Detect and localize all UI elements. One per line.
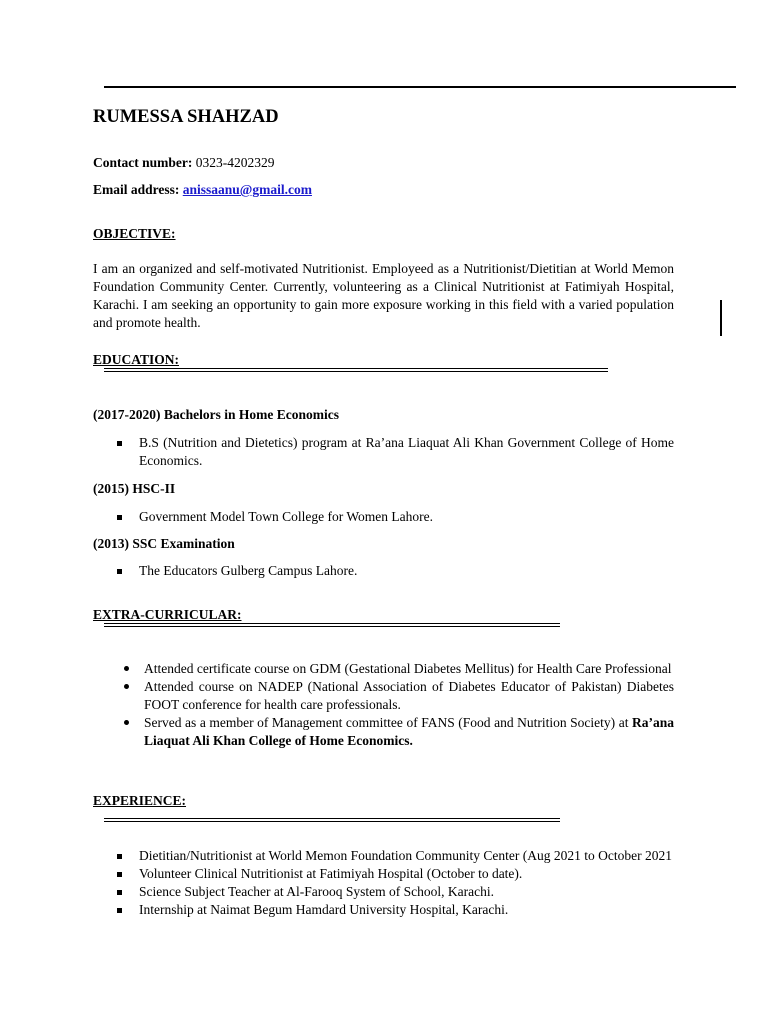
square-bullet-icon [117,872,122,877]
list-item [93,883,674,901]
list-item [93,865,674,883]
objective-heading: OBJECTIVE: [93,226,176,241]
education-entry-detail: Government Model Town College for Women Lahore. [139,509,434,524]
square-bullet-icon [117,515,122,520]
square-bullet-icon [117,569,122,574]
extracurricular-item: Attended certificate course on GDM (Gestational Diabetes Mellitus) for Health Care Professional [144,661,672,676]
round-bullet-icon [124,666,129,671]
email-label: Email address: [93,182,180,197]
experience-item: Internship at Naimat Begum Hamdard University Hospital, Karachi. [139,902,509,917]
education-heading: EDUCATION: [93,352,180,367]
education-double-rule [104,368,608,372]
education-entry-title: (2015) HSC-II [93,481,176,496]
extracurricular-item: Served as a member of Management committee of FANS (Food and Nutrition Society) at [144,715,632,730]
list-item [93,434,674,470]
college-name-bold: Ra’ana Liaquat Ali Khan College of Home Economics. [144,715,674,748]
square-bullet-icon [117,908,122,913]
square-bullet-icon [117,854,122,859]
round-bullet-icon [124,720,129,725]
email-link[interactable]: anissaanu@gmail.com [182,182,312,197]
round-bullet-icon [124,684,129,689]
education-entry-list [93,562,674,580]
experience-item: Volunteer Clinical Nutritionist at Fatimiyah Hospital (October to date). [139,866,523,881]
list-item [93,678,674,714]
list-item [93,847,674,865]
top-horizontal-rule [104,86,736,88]
objective-text: I am an organized and self-motivated Nutritionist. Employeed as a Nutritionist/Dietitian at World Memon Foundation Community Center. Currently, volunteering as a Clinical Nutritionist at Fatimiyah Hospital, Karachi. I am seeking an opportunity to gain more exposure working in this field with a varied population and promote health. [93,261,674,330]
experience-double-rule [104,818,560,822]
square-bullet-icon [117,890,122,895]
education-entry-list [93,434,674,470]
contact-line [93,154,275,172]
email-line [93,181,312,199]
candidate-name: RUMESSA SHAHZAD [93,107,279,127]
list-item [93,660,674,678]
list-item [93,562,674,580]
extracurricular-double-rule [104,623,560,627]
list-item [93,508,674,526]
extracurricular-item: Attended course on NADEP (National Association of Diabetes Educator of Pakistan) Diabetes FOOT conference for health care professionals. [144,679,674,712]
education-entry-title: (2017-2020) Bachelors in Home Economics [93,407,339,422]
experience-item: Science Subject Teacher at Al-Farooq System of School, Karachi. [139,884,494,899]
contact-label: Contact number: [93,155,193,170]
education-entry-list [93,508,674,526]
experience-heading: EXPERIENCE: [93,793,187,808]
education-entry-detail: B.S (Nutrition and Dietetics) program at Ra’ana Liaquat Ali Khan Government College of Home Economics. [139,435,674,468]
experience-item: Dietitian/Nutritionist at World Memon Foundation Community Center (Aug 2021 to October 2021 [139,848,672,863]
contact-number: 0323-4202329 [192,155,275,170]
list-item [93,714,674,750]
extracurricular-list [93,660,674,750]
education-entry-title: (2013) SSC Examination [93,536,235,551]
square-bullet-icon [117,441,122,446]
list-item [93,901,674,919]
extracurricular-heading: EXTRA-CURRICULAR: [93,607,242,622]
experience-list [93,847,674,919]
margin-vertical-mark [720,300,722,336]
education-entry-detail: The Educators Gulberg Campus Lahore. [139,563,358,578]
